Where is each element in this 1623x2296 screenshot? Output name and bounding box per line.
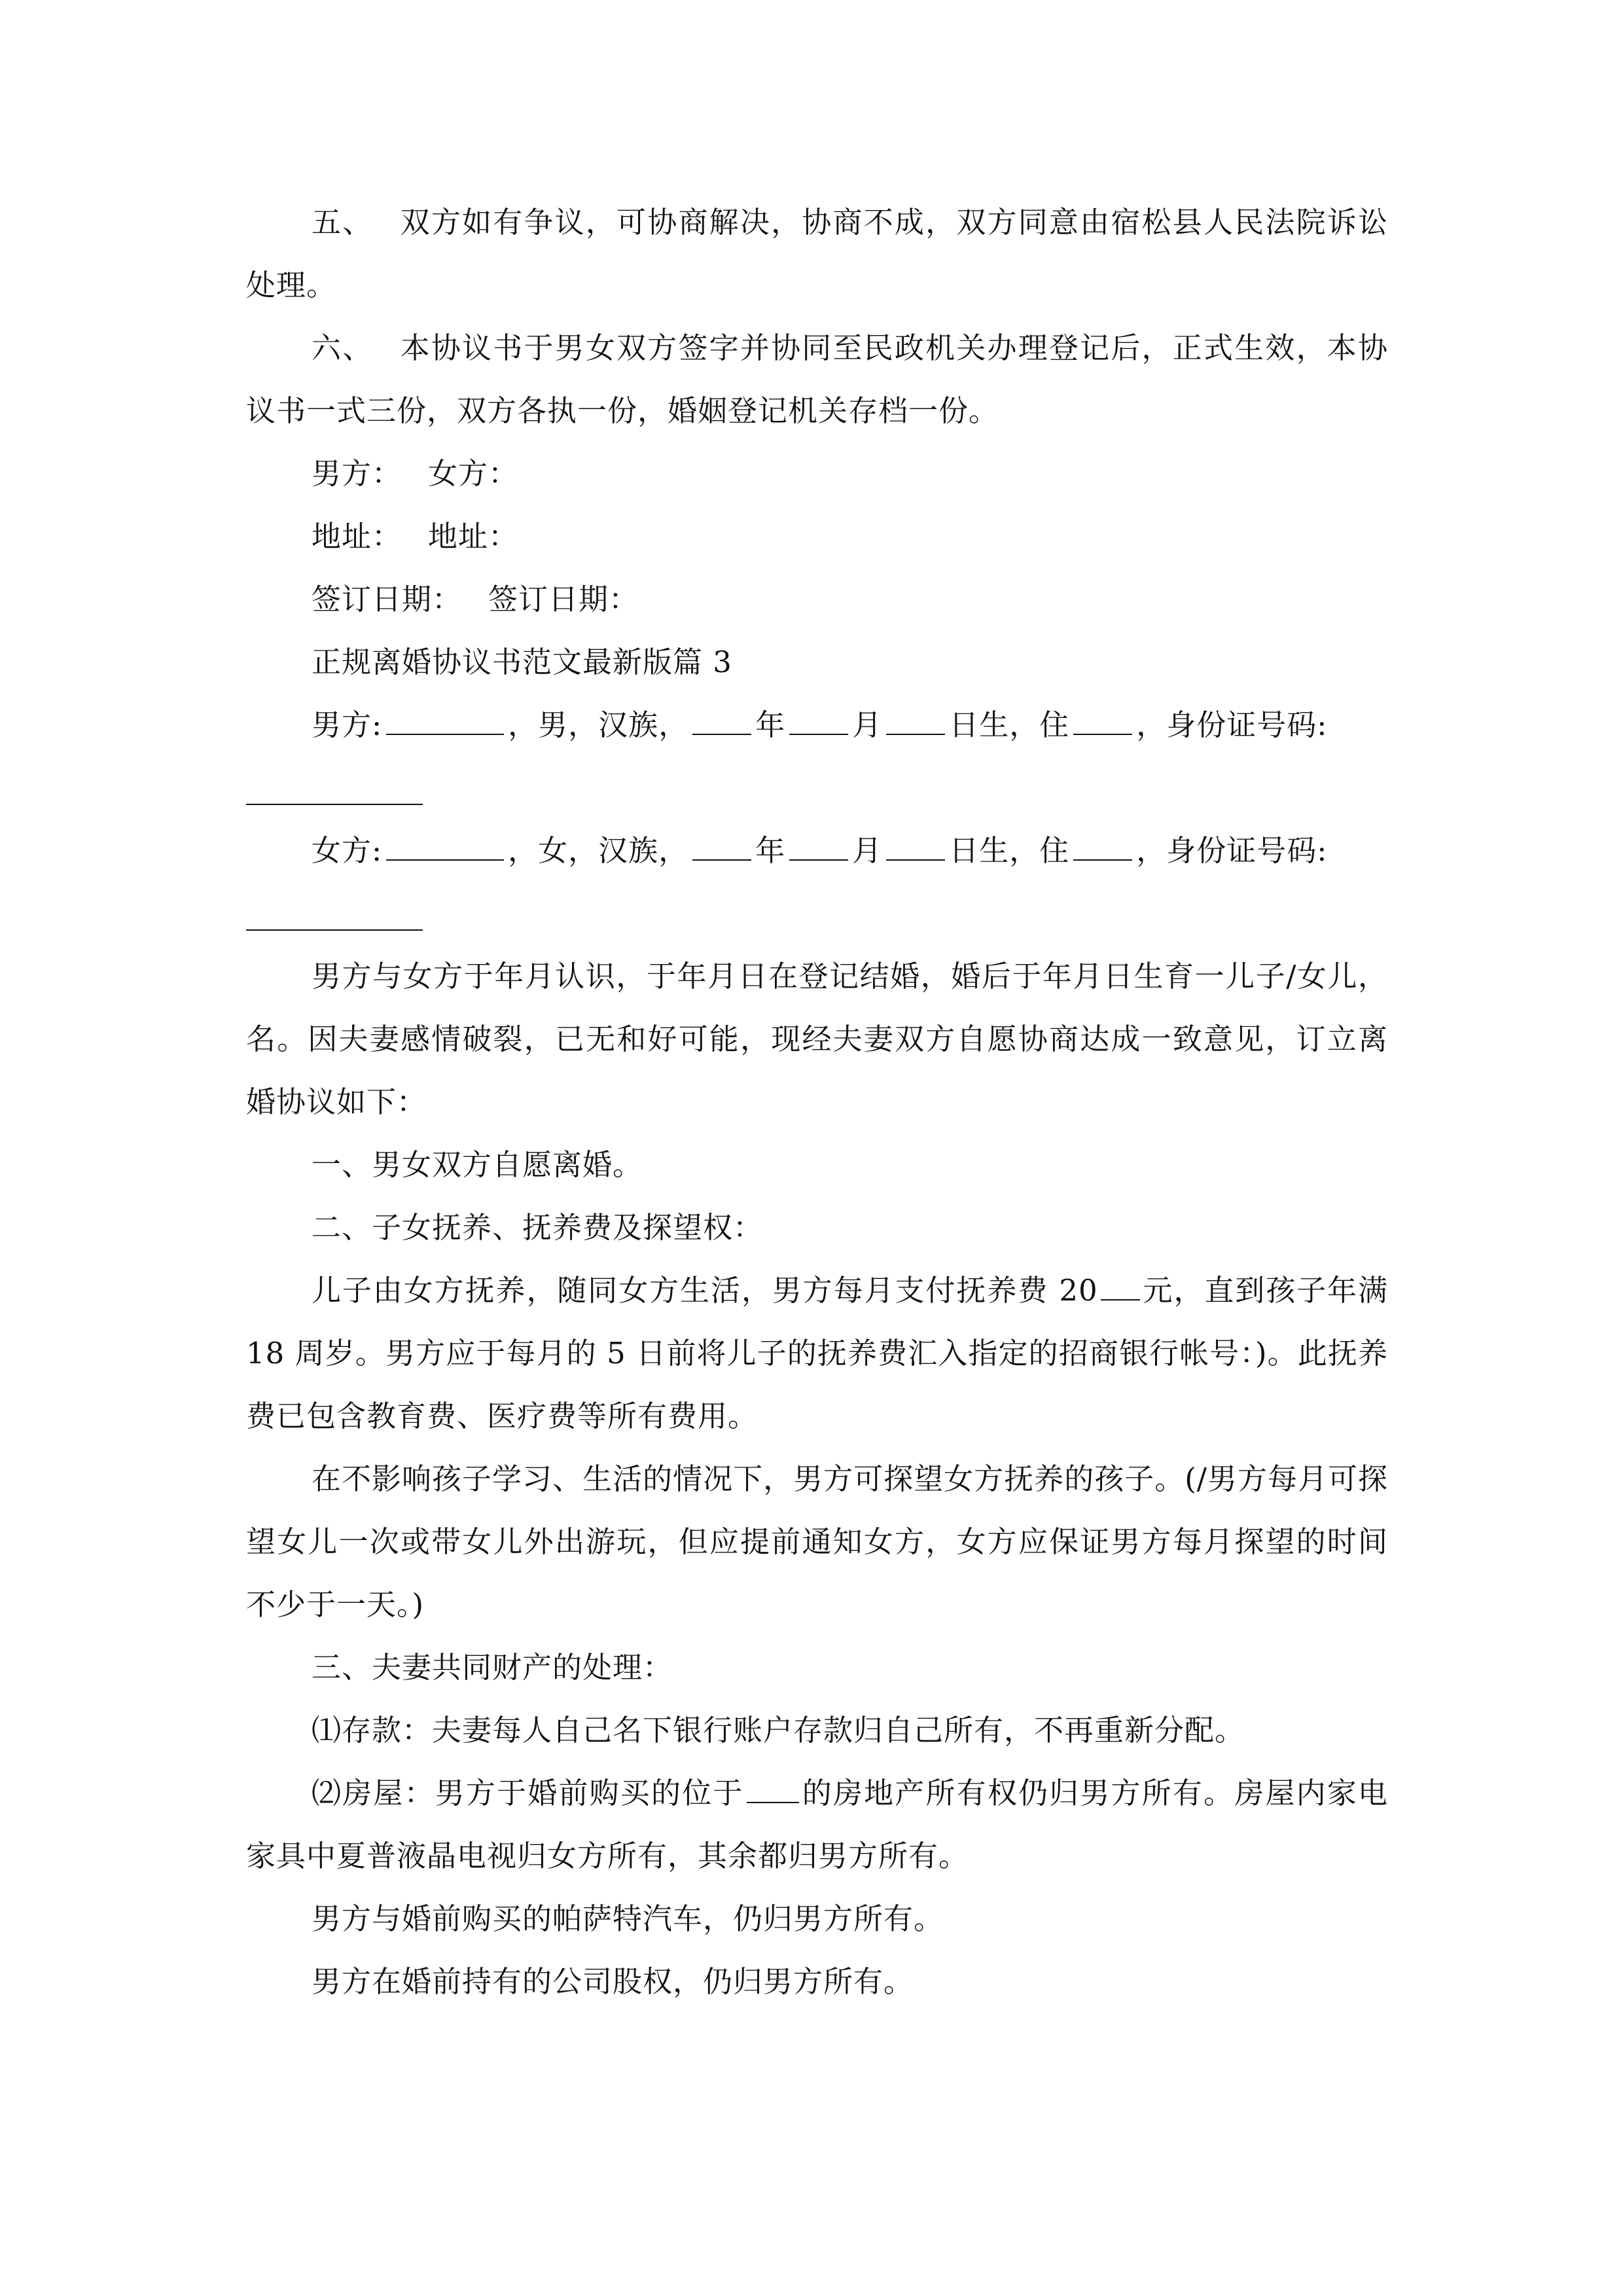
item-1: 一、男女双方自愿离婚。: [312, 1147, 643, 1182]
sign-male-label: 男方：: [312, 456, 402, 491]
female-year-blank: [692, 825, 751, 861]
female-gender-ethnic: ，女，汉族，: [508, 833, 689, 868]
clause-5-number: 五、: [312, 205, 374, 240]
date-label-2: 签订日期：: [488, 582, 639, 617]
male-year-blank: [692, 700, 751, 735]
signature-address-line: [312, 505, 1388, 568]
female-month-label: 月: [852, 833, 883, 868]
document-body: [246, 191, 1388, 2013]
male-gender-ethnic: ，男，汉族，: [508, 708, 689, 742]
house-paragraph: [246, 1762, 1388, 1888]
male-day-blank: [886, 700, 945, 735]
male-name-blank: [386, 700, 504, 735]
child-support-blank: [1101, 1265, 1140, 1300]
female-info-label: 女方:: [312, 833, 383, 868]
house-location-blank: [747, 1768, 799, 1803]
section-title: 正规离婚协议书范文最新版篇 3: [312, 645, 732, 679]
child-support-text-b: 元，直到孩子年满 18 周岁。男方应于每月的 5 日前将儿子的抚养费汇入指定的招商银行帐号：)。此抚养费已包含教育费、医疗费等所有费用。: [246, 1273, 1388, 1433]
female-id-blank: [246, 895, 423, 931]
signature-date-line: [312, 568, 1388, 631]
child-support-text-a: 儿子由女方抚养，随同女方生活，男方每月支付抚养费 20: [312, 1273, 1098, 1308]
sign-female-label: 女方：: [428, 456, 519, 491]
male-year-label: 年: [755, 708, 786, 742]
date-label-1: 签订日期：: [312, 582, 463, 617]
car-paragraph: 男方与婚前购买的帕萨特汽车，仍归男方所有。: [312, 1901, 944, 1936]
equity-paragraph: 男方在婚前持有的公司股权，仍归男方所有。: [312, 1964, 914, 1999]
male-month-label: 月: [852, 708, 883, 742]
house-text-a: ⑵房屋：男方于婚前购买的位于: [312, 1776, 744, 1810]
female-day-blank: [886, 825, 945, 861]
clause-6: [246, 317, 1388, 442]
preamble: 男方与女方于年月认识，于年月日在登记结婚，婚后于年月日生育一儿子/女儿，名。因夫妻感情破裂，已无和好可能，现经夫妻双方自愿协商达成一致意见，订立离婚协议如下：: [246, 959, 1388, 1119]
signature-names-line: [312, 442, 1388, 505]
male-info-label: 男方:: [312, 708, 383, 742]
male-id-blank: [246, 770, 423, 805]
male-id-row: [246, 757, 1388, 819]
house-text-b: 的房地产所有权仍归男方所有。房屋内家电家具中夏普液晶电视归女方所有，其余都归男方所有。: [246, 1776, 1388, 1873]
clause-5-text: 双方如有争议，可协商解决，协商不成，双方同意由宿松县人民法院诉讼处理。: [246, 205, 1388, 302]
male-born-label: 日生，住: [949, 708, 1070, 742]
male-month-blank: [789, 700, 848, 735]
child-support-paragraph: [246, 1259, 1388, 1448]
female-name-blank: [386, 825, 504, 861]
female-born-label: 日生，住: [949, 833, 1070, 868]
clause-5: [246, 191, 1388, 317]
male-info-line: [246, 694, 1388, 757]
address-label-1: 地址：: [312, 519, 402, 554]
item-3: 三、夫妻共同财产的处理：: [312, 1650, 673, 1685]
item-2: 二、子女抚养、抚养费及探望权：: [312, 1210, 764, 1245]
female-info-line: [246, 819, 1388, 882]
savings-paragraph: ⑴存款：夫妻每人自己名下银行账户存款归自己所有，不再重新分配。: [312, 1713, 1245, 1748]
visitation-paragraph: 在不影响孩子学习、生活的情况下，男方可探望女方抚养的孩子。(/男方每月可探望女儿一次或带女儿外出游玩，但应提前通知女方，女方应保证男方每月探望的时间不少于一天。): [246, 1462, 1388, 1622]
address-label-2: 地址：: [428, 519, 519, 554]
female-id-row: [246, 882, 1388, 945]
female-address-blank: [1073, 825, 1132, 861]
female-id-label: ，身份证号码:: [1136, 833, 1328, 868]
female-year-label: 年: [755, 833, 786, 868]
female-month-blank: [789, 825, 848, 861]
clause-6-number: 六、: [312, 331, 374, 365]
male-id-label: ，身份证号码:: [1136, 708, 1328, 742]
clause-6-text: 本协议书于男女双方签字并协同至民政机关办理登记后，正式生效，本协议书一式三份，双方各执一份，婚姻登记机关存档一份。: [246, 331, 1388, 428]
male-address-blank: [1073, 700, 1132, 735]
